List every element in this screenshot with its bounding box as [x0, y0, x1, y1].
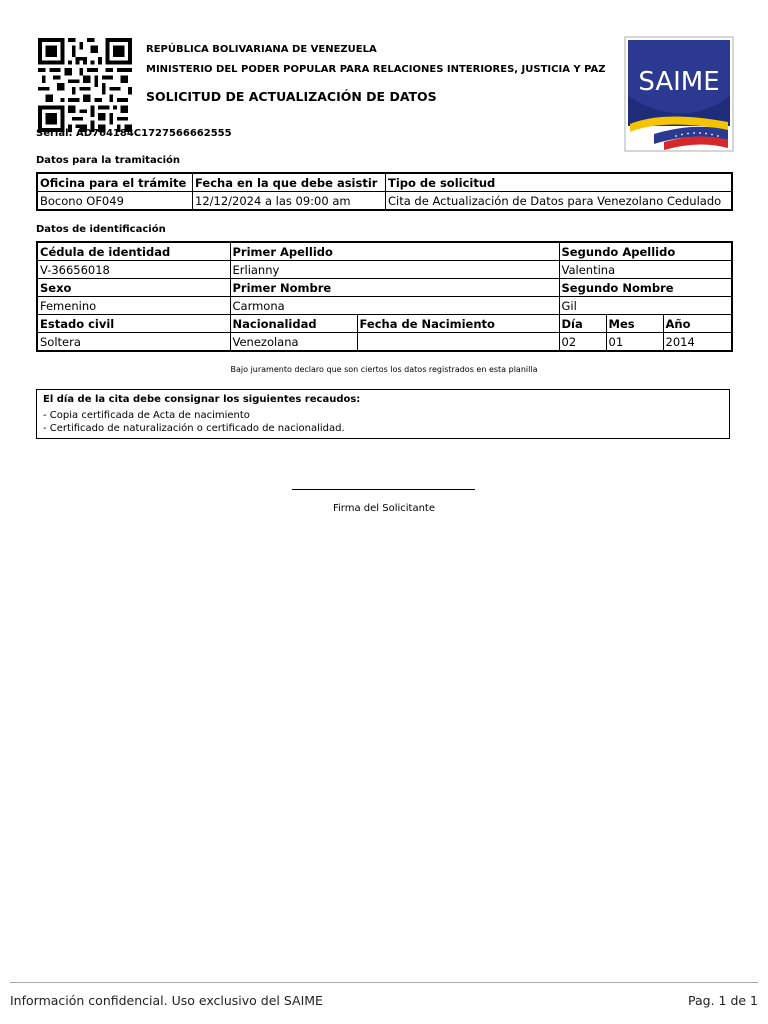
- label-sexo: Sexo: [37, 279, 230, 297]
- identificacion-table: [36, 241, 733, 352]
- section-title-identificacion: Datos de identificación: [36, 224, 166, 235]
- table-row: [37, 173, 732, 192]
- qr-code: [38, 38, 132, 132]
- label-estado-civil: Estado civil: [37, 315, 230, 333]
- value-fecha-nacimiento: [357, 333, 559, 352]
- label-mes: Mes: [606, 315, 663, 333]
- footer-divider: [10, 982, 758, 983]
- header-ministry: MINISTERIO DEL PODER POPULAR PARA RELACIONES INTERIORES, JUSTICIA Y PAZ: [146, 64, 606, 75]
- value-nacionalidad: Venezolana: [230, 333, 357, 352]
- table-row: [37, 279, 732, 297]
- header-tipo-solicitud: Tipo de solicitud: [386, 173, 733, 192]
- requirement-item: - Copia certificada de Acta de nacimiento: [43, 410, 250, 421]
- value-fecha-asistir: 12/12/2024 a las 09:00 am: [193, 192, 386, 211]
- requirements-box: [36, 389, 730, 439]
- header-country: REPÚBLICA BOLIVARIANA DE VENEZUELA: [146, 44, 377, 55]
- signature-line: [292, 489, 475, 490]
- tramitacion-table: [36, 172, 733, 211]
- value-mes: 01: [606, 333, 663, 352]
- page-number: Pag. 1 de 1: [688, 993, 758, 1008]
- logo-text: SAIME: [638, 67, 720, 97]
- label-nacionalidad: Nacionalidad: [230, 315, 357, 333]
- label-primer-apellido: Primer Apellido: [230, 242, 559, 261]
- label-segundo-apellido: Segundo Apellido: [559, 242, 732, 261]
- requirement-item: - Certificado de naturalización o certificado de nacionalidad.: [43, 423, 345, 434]
- label-anio: Año: [663, 315, 732, 333]
- table-row: [37, 297, 732, 315]
- serial-number: Serial: AD764184C1727566662555: [36, 128, 232, 139]
- table-row: [37, 242, 732, 261]
- saime-logo: [624, 36, 734, 152]
- footer-confidential-notice: Información confidencial. Uso exclusivo del SAIME: [10, 993, 323, 1008]
- label-cedula: Cédula de identidad: [37, 242, 230, 261]
- table-row: [37, 192, 732, 211]
- table-row: [37, 333, 732, 352]
- value-dia: 02: [559, 333, 606, 352]
- value-cedula: V-36656018: [37, 261, 230, 279]
- requirements-title: El día de la cita debe consignar los siguientes recaudos:: [43, 394, 361, 405]
- document-title: SOLICITUD DE ACTUALIZACIÓN DE DATOS: [146, 89, 437, 104]
- value-tipo-solicitud: Cita de Actualización de Datos para Venezolano Cedulado: [386, 192, 733, 211]
- oath-statement: Bajo juramento declaro que son ciertos los datos registrados en esta planilla: [230, 365, 538, 374]
- value-anio: 2014: [663, 333, 732, 352]
- value-primer-apellido: Erlianny: [230, 261, 559, 279]
- signature-label: Firma del Solicitante: [332, 503, 435, 514]
- value-segundo-nombre: Gil: [559, 297, 732, 315]
- label-primer-nombre: Primer Nombre: [230, 279, 559, 297]
- label-dia: Día: [559, 315, 606, 333]
- table-row: [37, 315, 732, 333]
- header-fecha-asistir: Fecha en la que debe asistir: [193, 173, 386, 192]
- value-segundo-apellido: Valentina: [559, 261, 732, 279]
- value-sexo: Femenino: [37, 297, 230, 315]
- value-oficina: Bocono OF049: [37, 192, 193, 211]
- label-fecha-nacimiento: Fecha de Nacimiento: [357, 315, 559, 333]
- value-primer-nombre: Carmona: [230, 297, 559, 315]
- label-segundo-nombre: Segundo Nombre: [559, 279, 732, 297]
- table-row: [37, 261, 732, 279]
- value-estado-civil: Soltera: [37, 333, 230, 352]
- header-oficina: Oficina para el trámite: [37, 173, 193, 192]
- section-title-tramitacion: Datos para la tramitación: [36, 155, 181, 166]
